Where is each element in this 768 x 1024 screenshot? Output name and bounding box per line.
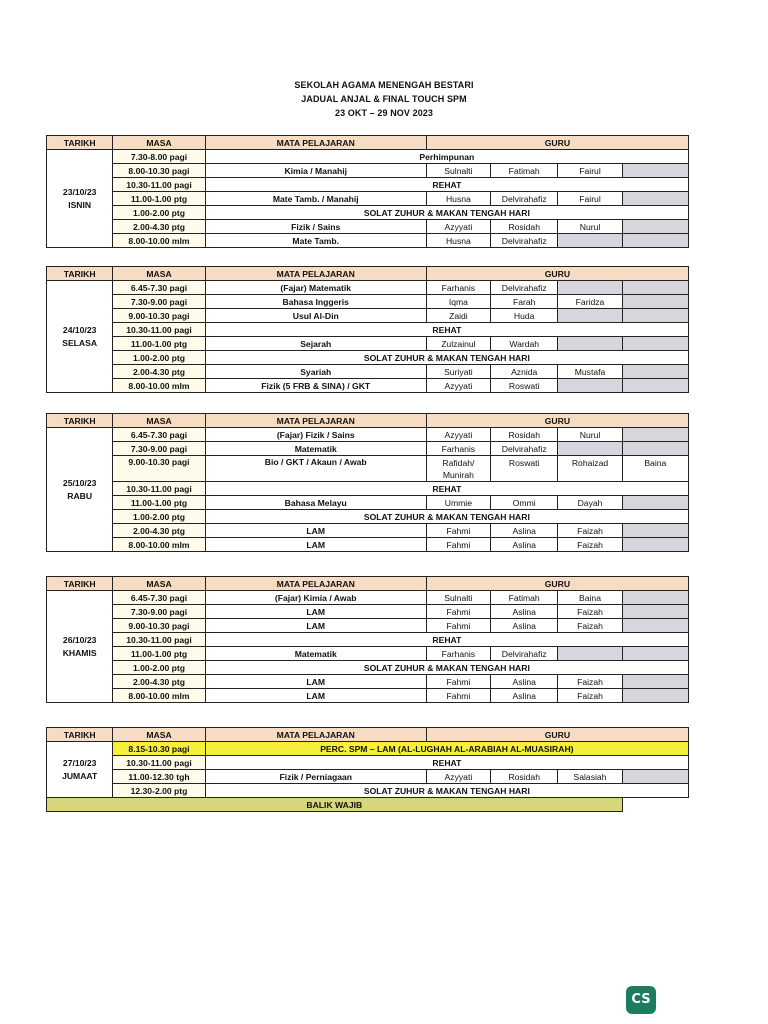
col-header-mata: MATA PELAJARAN xyxy=(205,267,426,281)
subject-cell: LAM xyxy=(205,689,426,703)
table-row xyxy=(47,689,689,703)
time-cell: 1.00-2.00 ptg xyxy=(113,206,205,220)
col-header-tarikh: TARIKH xyxy=(47,577,113,591)
teacher-cell: Nurul xyxy=(558,220,622,234)
teacher-cell: Fahmi xyxy=(426,538,490,552)
time-cell: 9.00-10.30 pagi xyxy=(113,619,205,633)
schedule-dates: 23 OKT – 29 NOV 2023 xyxy=(334,108,434,118)
table-row xyxy=(47,220,689,234)
date-label: 27/10/23 xyxy=(62,757,97,768)
teacher-cell: Azyyati xyxy=(426,379,490,393)
col-header-tarikh: TARIKH xyxy=(47,267,113,281)
empty-teacher-cell xyxy=(558,442,622,456)
teacher-cell: Delvirahafiz xyxy=(491,234,558,248)
subject-cell: Fizik / Perniagaan xyxy=(205,770,426,784)
col-header-guru: GURU xyxy=(426,577,688,591)
teacher-cell: Roswati xyxy=(491,379,558,393)
col-header-mata: MATA PELAJARAN xyxy=(205,136,426,150)
teacher-cell: Aslina xyxy=(491,619,558,633)
table-row xyxy=(47,150,689,164)
subject-cell: Bahasa Inggeris xyxy=(205,295,426,309)
teacher-cell: Iqma xyxy=(426,295,490,309)
table-row xyxy=(47,281,689,295)
table-row xyxy=(47,482,689,496)
time-cell: 8.00-10.00 mlm xyxy=(113,379,205,393)
table-row xyxy=(47,206,689,220)
camscanner-logo-icon: CS xyxy=(626,986,656,1014)
teacher-cell: Baina xyxy=(622,456,688,482)
date-cell xyxy=(47,281,113,393)
col-header-masa: MASA xyxy=(113,728,205,742)
teacher-cell: Delvirahafiz xyxy=(491,192,558,206)
activity-span-cell: REHAT xyxy=(205,756,688,770)
schedule-table-selasa xyxy=(46,266,689,393)
activity-span-cell: REHAT xyxy=(205,323,688,337)
teacher-cell: Farhanis xyxy=(426,442,490,456)
time-cell: 7.30-9.00 pagi xyxy=(113,605,205,619)
date-cell xyxy=(47,428,113,552)
empty-teacher-cell xyxy=(622,689,688,703)
time-cell: 10.30-11.00 pagi xyxy=(113,178,205,192)
table-row xyxy=(47,524,689,538)
activity-span-cell: SOLAT ZUHUR & MAKAN TENGAH HARI xyxy=(205,661,688,675)
day-label: JUMAAT xyxy=(62,770,98,781)
teacher-cell: Faizah xyxy=(558,524,622,538)
table-row xyxy=(47,323,689,337)
empty-teacher-cell xyxy=(622,365,688,379)
col-header-masa: MASA xyxy=(113,577,205,591)
table-row xyxy=(47,770,689,784)
table-row xyxy=(47,756,689,770)
teacher-cell: Aslina xyxy=(491,689,558,703)
time-cell: 8.00-10.30 pagi xyxy=(113,164,205,178)
empty-teacher-cell xyxy=(622,675,688,689)
teacher-cell: Zaidi xyxy=(426,309,490,323)
table-row xyxy=(47,591,689,605)
table-row xyxy=(47,379,689,393)
teacher-cell: Faizah xyxy=(558,619,622,633)
time-cell: 11.00-1.00 ptg xyxy=(113,647,205,661)
date-cell xyxy=(47,742,113,798)
table-row xyxy=(47,619,689,633)
teacher-cell: Fairul xyxy=(558,164,622,178)
time-cell: 6.45-7.30 pagi xyxy=(113,281,205,295)
time-cell: 2.00-4.30 ptg xyxy=(113,220,205,234)
table-row xyxy=(47,351,689,365)
empty-teacher-cell xyxy=(622,605,688,619)
subject-cell: Mate Tamb. xyxy=(205,234,426,248)
teacher-cell: Nurul xyxy=(558,428,622,442)
time-cell: 6.45-7.30 pagi xyxy=(113,428,205,442)
table-row xyxy=(47,661,689,675)
subject-cell: LAM xyxy=(205,619,426,633)
time-cell: 1.00-2.00 ptg xyxy=(113,510,205,524)
teacher-cell: Fahmi xyxy=(426,619,490,633)
subject-cell: Sejarah xyxy=(205,337,426,351)
col-header-guru: GURU xyxy=(426,728,688,742)
col-header-tarikh: TARIKH xyxy=(47,414,113,428)
empty-teacher-cell xyxy=(622,647,688,661)
time-cell: 10.30-11.00 pagi xyxy=(113,633,205,647)
activity-span-cell: REHAT xyxy=(205,633,688,647)
teacher-cell: Mustafa xyxy=(558,365,622,379)
teacher-cell: Dayah xyxy=(558,496,622,510)
empty-teacher-cell xyxy=(558,309,622,323)
empty-teacher-cell xyxy=(622,164,688,178)
col-header-guru: GURU xyxy=(426,414,688,428)
time-cell: 11.00-12.30 tgh xyxy=(113,770,205,784)
day-label: SELASA xyxy=(62,337,98,348)
col-header-mata: MATA PELAJARAN xyxy=(205,728,426,742)
time-cell: 7.30-9.00 pagi xyxy=(113,442,205,456)
table-row xyxy=(47,675,689,689)
activity-span-cell: SOLAT ZUHUR & MAKAN TENGAH HARI xyxy=(205,206,688,220)
activity-span-cell: SOLAT ZUHUR & MAKAN TENGAH HARI xyxy=(205,351,688,365)
subject-cell: Syariah xyxy=(205,365,426,379)
time-cell: 2.00-4.30 ptg xyxy=(113,675,205,689)
table-row xyxy=(47,496,689,510)
teacher-cell: Aslina xyxy=(491,538,558,552)
school-name: SEKOLAH AGAMA MENENGAH BESTARI xyxy=(294,80,474,90)
table-row xyxy=(47,178,689,192)
subject-cell: (Fajar) Fizik / Sains xyxy=(205,428,426,442)
teacher-cell: Salasiah xyxy=(558,770,622,784)
teacher-cell: Fatimah xyxy=(491,591,558,605)
day-label: ISNIN xyxy=(68,199,92,210)
teacher-cell: Sulnalti xyxy=(426,591,490,605)
teacher-cell: Delvirahafiz xyxy=(491,442,558,456)
empty-teacher-cell xyxy=(558,647,622,661)
teacher-cell: Farhanis xyxy=(426,647,490,661)
time-cell: 7.30-8.00 pagi xyxy=(113,150,205,164)
empty-teacher-cell xyxy=(622,496,688,510)
table-row xyxy=(47,337,689,351)
date-label: 23/10/23 xyxy=(62,186,97,197)
teacher-cell: Azyyati xyxy=(426,770,490,784)
teacher-cell: Baina xyxy=(558,591,622,605)
empty-teacher-cell xyxy=(622,591,688,605)
teacher-cell: Farhanis xyxy=(426,281,490,295)
col-header-masa: MASA xyxy=(113,136,205,150)
time-cell: 12.30-2.00 ptg xyxy=(113,784,205,798)
subject-cell: (Fajar) Matematik xyxy=(205,281,426,295)
schedule-table-isnin xyxy=(46,135,689,248)
table-row xyxy=(47,647,689,661)
empty-teacher-cell xyxy=(622,234,688,248)
time-cell: 8.00-10.00 mlm xyxy=(113,538,205,552)
table-row xyxy=(47,456,689,482)
date-cell xyxy=(47,591,113,703)
teacher-cell: Rosidah xyxy=(491,428,558,442)
table-row xyxy=(47,428,689,442)
time-cell: 6.45-7.30 pagi xyxy=(113,591,205,605)
document-header xyxy=(0,78,768,120)
activity-span-cell: SOLAT ZUHUR & MAKAN TENGAH HARI xyxy=(205,784,688,798)
time-cell: 10.30-11.00 pagi xyxy=(113,323,205,337)
empty-teacher-cell xyxy=(622,428,688,442)
teacher-cell: Faizah xyxy=(558,675,622,689)
time-cell: 7.30-9.00 pagi xyxy=(113,295,205,309)
teacher-cell: Zulzainul xyxy=(426,337,490,351)
teacher-cell: Husna xyxy=(426,192,490,206)
teacher-cell: Azyyati xyxy=(426,428,490,442)
col-header-mata: MATA PELAJARAN xyxy=(205,577,426,591)
table-row xyxy=(47,309,689,323)
table-row xyxy=(47,295,689,309)
teacher-cell: Ummie xyxy=(426,496,490,510)
table-row xyxy=(47,192,689,206)
teacher-cell: Huda xyxy=(491,309,558,323)
activity-span-cell: Perhimpunan xyxy=(205,150,688,164)
subject-cell: LAM xyxy=(205,675,426,689)
activity-span-cell: REHAT xyxy=(205,482,688,496)
table-row xyxy=(47,164,689,178)
table-row xyxy=(47,633,689,647)
table-row xyxy=(47,784,689,798)
teacher-cell: Azyyati xyxy=(426,220,490,234)
empty-teacher-cell xyxy=(622,309,688,323)
subject-cell: (Fajar) Kimia / Awab xyxy=(205,591,426,605)
table-row xyxy=(47,234,689,248)
time-cell: 11.00-1.00 ptg xyxy=(113,337,205,351)
empty-teacher-cell xyxy=(622,442,688,456)
teacher-cell: Fatimah xyxy=(491,164,558,178)
teacher-cell: Delvirahafiz xyxy=(491,281,558,295)
col-header-guru: GURU xyxy=(426,136,688,150)
teacher-cell: Faizah xyxy=(558,538,622,552)
date-label: 25/10/23 xyxy=(62,477,97,488)
teacher-cell: Sulnalti xyxy=(426,164,490,178)
teacher-cell: Rosidah xyxy=(491,770,558,784)
col-header-tarikh: TARIKH xyxy=(47,728,113,742)
teacher-cell: Suriyati xyxy=(426,365,490,379)
day-label: RABU xyxy=(67,490,93,501)
subject-cell: Matematik xyxy=(205,442,426,456)
teacher-cell: Rosidah xyxy=(491,220,558,234)
subject-cell: Usul Al-Din xyxy=(205,309,426,323)
empty-teacher-cell xyxy=(558,281,622,295)
empty-teacher-cell xyxy=(622,281,688,295)
empty-teacher-cell xyxy=(558,337,622,351)
teacher-cell: Aznida xyxy=(491,365,558,379)
col-header-tarikh: TARIKH xyxy=(47,136,113,150)
subject-cell: LAM xyxy=(205,605,426,619)
subject-cell: Matematik xyxy=(205,647,426,661)
empty-teacher-cell xyxy=(558,379,622,393)
teacher-cell: Faizah xyxy=(558,605,622,619)
subject-cell: Kimia / Manahij xyxy=(205,164,426,178)
time-cell: 2.00-4.30 ptg xyxy=(113,365,205,379)
date-label: 26/10/23 xyxy=(62,634,97,645)
full-span-cell: BALIK WAJIB xyxy=(47,798,623,812)
table-row xyxy=(47,510,689,524)
teacher-cell: Aslina xyxy=(491,675,558,689)
table-row xyxy=(47,742,689,756)
date-cell xyxy=(47,150,113,248)
empty-teacher-cell xyxy=(622,379,688,393)
time-cell: 11.00-1.00 ptg xyxy=(113,192,205,206)
time-cell: 9.00-10.30 pagi xyxy=(113,309,205,323)
teacher-cell: Roswati xyxy=(491,456,558,482)
table-row xyxy=(47,442,689,456)
activity-span-cell: REHAT xyxy=(205,178,688,192)
teacher-cell: Fahmi xyxy=(426,524,490,538)
empty-teacher-cell xyxy=(622,337,688,351)
col-header-masa: MASA xyxy=(113,267,205,281)
teacher-cell: Fairul xyxy=(558,192,622,206)
day-label: KHAMIS xyxy=(62,647,97,658)
teacher-cell: Farah xyxy=(491,295,558,309)
date-label: 24/10/23 xyxy=(62,324,97,335)
col-header-guru: GURU xyxy=(426,267,688,281)
activity-span-cell: SOLAT ZUHUR & MAKAN TENGAH HARI xyxy=(205,510,688,524)
col-header-mata: MATA PELAJARAN xyxy=(205,414,426,428)
time-cell: 8.00-10.00 mlm xyxy=(113,689,205,703)
subject-cell: Bio / GKT / Akaun / Awab xyxy=(205,456,426,482)
subject-cell: Mate Tamb. / Manahij xyxy=(205,192,426,206)
teacher-cell: Aslina xyxy=(491,524,558,538)
table-row xyxy=(47,538,689,552)
subject-cell: LAM xyxy=(205,524,426,538)
activity-span-cell: PERC. SPM – LAM (AL-LUGHAH AL-ARABIAH AL-MUASIRAH) xyxy=(205,742,688,756)
empty-teacher-cell xyxy=(622,538,688,552)
empty-teacher-cell xyxy=(622,619,688,633)
time-cell: 8.15-10.30 pagi xyxy=(113,742,205,756)
time-cell: 1.00-2.00 ptg xyxy=(113,661,205,675)
time-cell: 2.00-4.30 ptg xyxy=(113,524,205,538)
teacher-cell: Delvirahafiz xyxy=(491,647,558,661)
time-cell: 10.30-11.00 pagi xyxy=(113,482,205,496)
teacher-cell: Fahmi xyxy=(426,675,490,689)
empty-teacher-cell xyxy=(558,234,622,248)
teacher-cell: Fahmi xyxy=(426,689,490,703)
teacher-cell: Rafidah/ Munirah xyxy=(426,456,490,482)
col-header-masa: MASA xyxy=(113,414,205,428)
subject-cell: Bahasa Melayu xyxy=(205,496,426,510)
teacher-cell: Aslina xyxy=(491,605,558,619)
teacher-cell: Husna xyxy=(426,234,490,248)
subject-cell: LAM xyxy=(205,538,426,552)
empty-teacher-cell xyxy=(622,295,688,309)
time-cell: 8.00-10.00 mlm xyxy=(113,234,205,248)
empty-teacher-cell xyxy=(622,220,688,234)
teacher-cell: Faizah xyxy=(558,689,622,703)
teacher-cell: Fahmi xyxy=(426,605,490,619)
teacher-cell: Wardah xyxy=(491,337,558,351)
table-row xyxy=(47,605,689,619)
schedule-table-khamis xyxy=(46,576,689,703)
time-cell: 10.30-11.00 pagi xyxy=(113,756,205,770)
time-cell: 1.00-2.00 ptg xyxy=(113,351,205,365)
teacher-cell: Faridza xyxy=(558,295,622,309)
time-cell: 9.00-10.30 pagi xyxy=(113,456,205,482)
empty-teacher-cell xyxy=(622,524,688,538)
empty-teacher-cell xyxy=(622,192,688,206)
time-cell: 11.00-1.00 ptg xyxy=(113,496,205,510)
teacher-cell: Rohaizad xyxy=(558,456,622,482)
subject-cell: Fizik (5 FRB & SINA) / GKT xyxy=(205,379,426,393)
empty-teacher-cell xyxy=(622,770,688,784)
schedule-title: JADUAL ANJAL & FINAL TOUCH SPM xyxy=(301,94,467,104)
schedule-table-jumaat xyxy=(46,727,689,812)
teacher-cell: Ommi xyxy=(491,496,558,510)
table-row xyxy=(47,365,689,379)
table-row xyxy=(47,798,689,812)
schedule-table-rabu xyxy=(46,413,689,552)
subject-cell: Fizik / Sains xyxy=(205,220,426,234)
